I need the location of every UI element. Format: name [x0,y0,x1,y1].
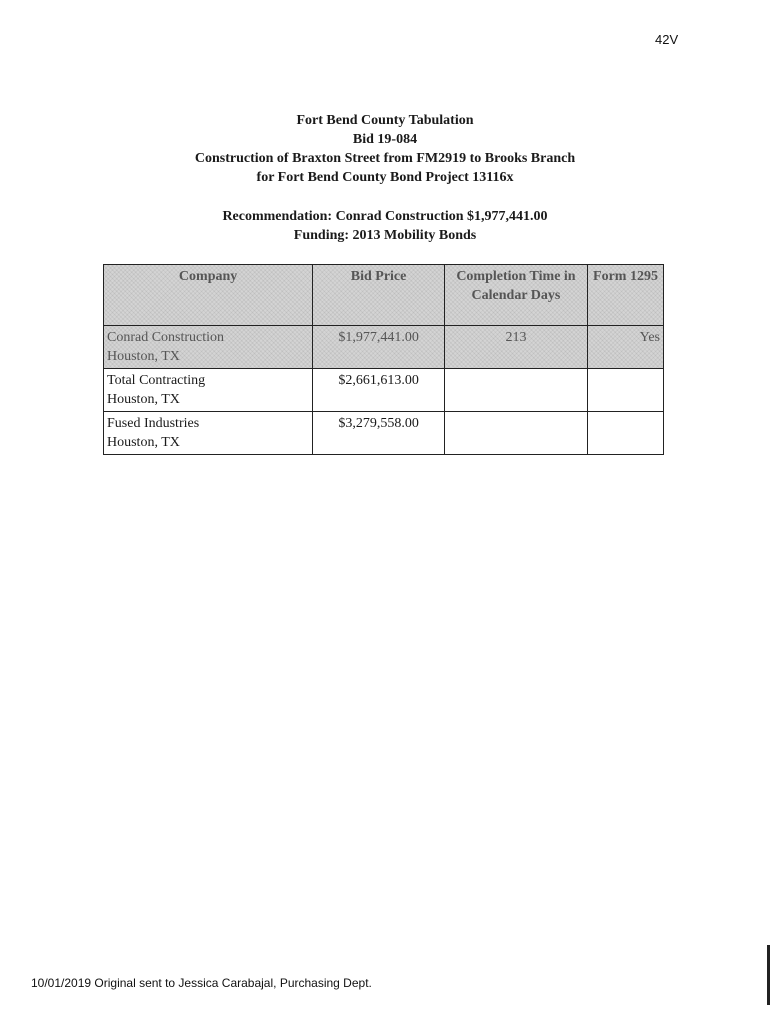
title-line-1: Fort Bend County Tabulation [296,113,474,128]
table-header-row [104,265,664,326]
cell-company [104,326,313,369]
header-form-1295: Form 1295 [588,265,664,326]
title-line-3: Construction of Braxton Street from FM2919 to Brooks Branch [194,151,576,166]
header-completion-time [444,265,587,326]
bid-tabulation-table [103,264,664,455]
company-name: Conrad Construction [107,330,225,345]
cell-form-1295 [588,369,664,412]
recommendation-line: Recommendation: Conrad Construction $1,977,441.00 [222,209,548,224]
cell-form-1295: Yes [588,326,664,369]
company-location: Houston, TX [107,392,180,407]
page-number: 42V [655,32,679,47]
title-line-2: Bid 19-084 [352,132,418,147]
company-name: Total Contracting [107,373,206,388]
header-company: Company [104,265,313,326]
cell-completion-days [444,412,587,455]
recommendation-block [0,207,770,245]
footer-note: 10/01/2019 Original sent to Jessica Carabajal, Purchasing Dept. [31,976,372,990]
table-row [104,412,664,455]
cell-form-1295 [588,412,664,455]
company-name: Fused Industries [107,416,200,431]
cell-company [104,369,313,412]
cell-bid-price: $3,279,558.00 [313,412,445,455]
cell-completion-days [444,369,587,412]
table-row [104,369,664,412]
header-bid-price: Bid Price [313,265,445,326]
header-completion-line-2: Calendar Days [471,288,561,303]
cell-completion-days: 213 [444,326,587,369]
cell-bid-price: $1,977,441.00 [313,326,445,369]
company-location: Houston, TX [107,435,180,450]
document-title-block [0,111,770,187]
header-completion-line-1: Completion Time in [456,269,576,284]
title-line-4: for Fort Bend County Bond Project 13116x [256,170,514,185]
company-location: Houston, TX [107,349,180,364]
table-row [104,326,664,369]
cell-company [104,412,313,455]
cell-bid-price: $2,661,613.00 [313,369,445,412]
funding-line: Funding: 2013 Mobility Bonds [293,228,477,243]
